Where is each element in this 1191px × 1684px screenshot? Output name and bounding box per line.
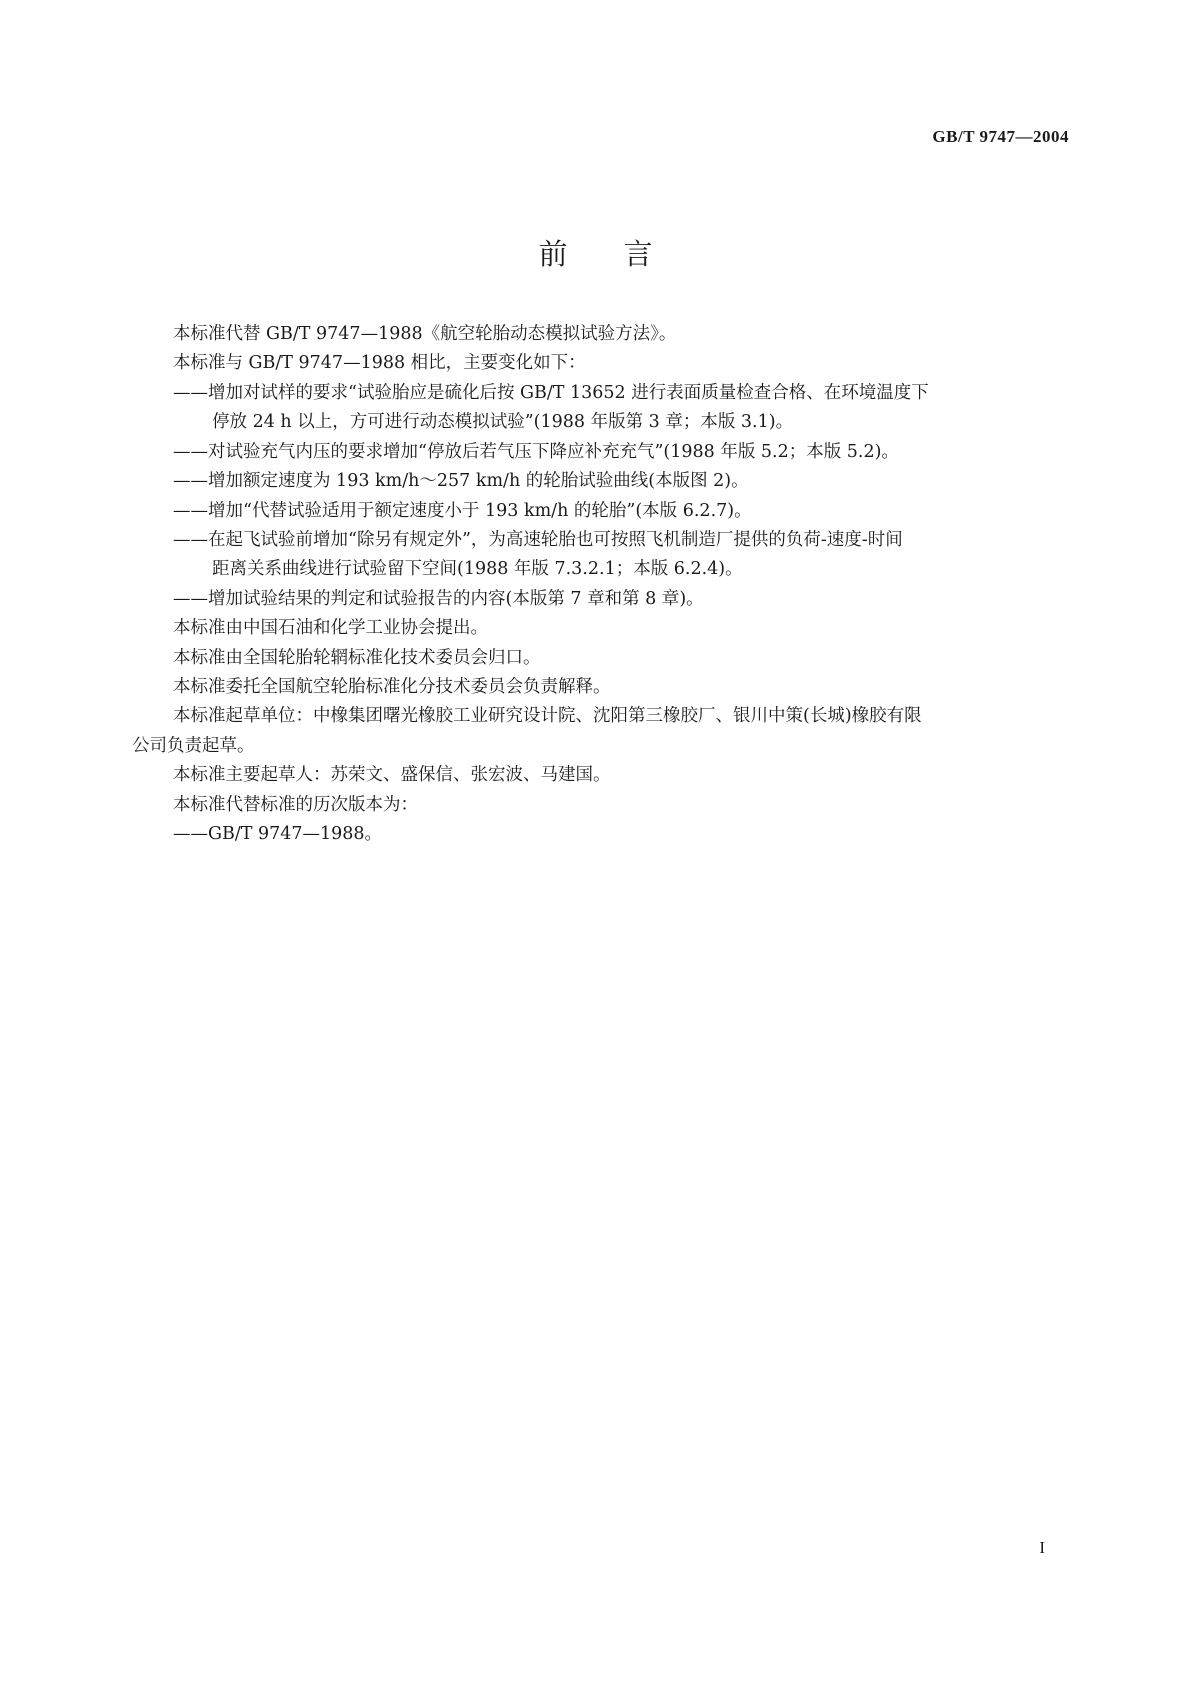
change-item-6: ——增加试验结果的判定和试验报告的内容(本版第 7 章和第 8 章)。 bbox=[173, 589, 704, 609]
paragraph-replaces: 本标准代替 GB/T 9747—1988《航空轮胎动态模拟试验方法》。 bbox=[173, 324, 677, 344]
standard-code: GB/T 9747—2004 bbox=[932, 127, 1069, 146]
paragraph-changes-intro: 本标准与 GB/T 9747—1988 相比，主要变化如下： bbox=[173, 353, 586, 373]
change-item-1-continued: 停放 24 h 以上，方可进行动态模拟试验”(1988 年版第 3 章；本版 3.1)。 bbox=[212, 412, 794, 432]
previous-edition-item: ——GB/T 9747—1988。 bbox=[173, 824, 383, 844]
page-title bbox=[0, 232, 1191, 273]
paragraph-proposed-by: 本标准由中国石油和化学工业协会提出。 bbox=[173, 618, 488, 638]
change-item-1: ——增加对试样的要求“试验胎应是硫化后按 GB/T 13652 进行表面质量检查合格、在环境温度下 bbox=[173, 383, 929, 403]
paragraph-under-jurisdiction: 本标准由全国轮胎轮辋标准化技术委员会归口。 bbox=[173, 648, 541, 668]
paragraph-interpretation: 本标准委托全国航空轮胎标准化分技术委员会负责解释。 bbox=[173, 677, 611, 697]
paragraph-main-drafters: 本标准主要起草人：苏荣文、盛保信、张宏波、马建国。 bbox=[173, 765, 611, 785]
paragraph-drafting-units: 本标准起草单位：中橡集团曙光橡胶工业研究设计院、沈阳第三橡胶厂、银川中策(长城)橡胶有限 bbox=[173, 706, 922, 726]
change-item-4: ——增加“代替试验适用于额定速度小于 193 km/h 的轮胎”(本版 6.2.7)。 bbox=[173, 501, 752, 521]
change-item-5: ——在起飞试验前增加“除另有规定外”，为高速轮胎也可按照飞机制造厂提供的负荷-速度-时间 bbox=[173, 530, 903, 550]
change-item-3: ——增加额定速度为 193 km/h～257 km/h 的轮胎试验曲线(本版图 2)。 bbox=[173, 471, 749, 491]
page-title-char-2: 言 bbox=[623, 237, 653, 271]
change-item-5-continued: 距离关系曲线进行试验留下空间(1988 年版 7.3.2.1；本版 6.2.4)。 bbox=[212, 559, 743, 579]
paragraph-drafting-units-continued: 公司负责起草。 bbox=[132, 736, 255, 756]
paragraph-previous-editions: 本标准代替标准的历次版本为： bbox=[173, 795, 418, 815]
page-number: I bbox=[1039, 1538, 1045, 1557]
page-title-char-1: 前 bbox=[538, 237, 568, 271]
change-item-2: ——对试验充气内压的要求增加“停放后若气压下降应补充充气”(1988 年版 5.2；本版 5.2)。 bbox=[173, 442, 899, 462]
